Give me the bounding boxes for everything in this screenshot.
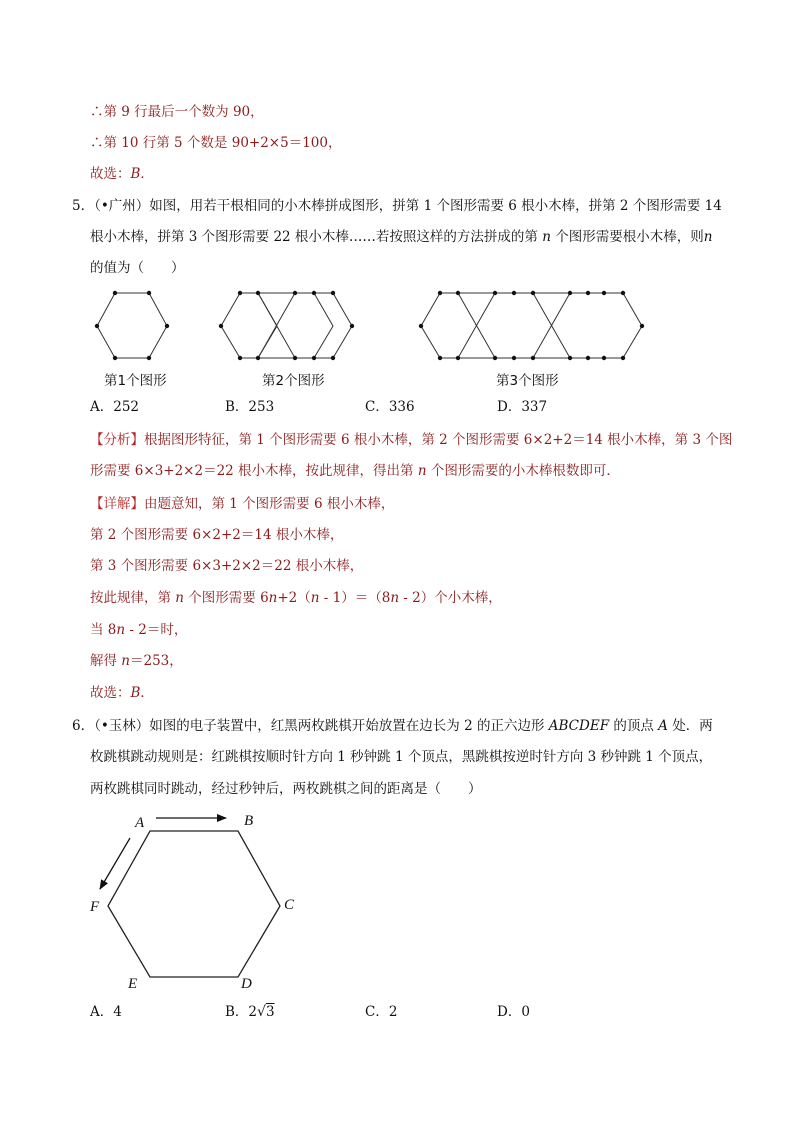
q5-detail-line-4: 按此规律，第 n 个图形需要 6n+2（n - 1）＝（8n - 2）个小木棒， [90, 590, 502, 606]
sqrt-sign: √ [257, 1004, 266, 1020]
prev-line-1: ∴第 9 行最后一个数为 90， [90, 104, 264, 120]
q5-detail-line-5: 当 8n - 2＝时， [90, 622, 188, 638]
vertex-label-c: C [284, 897, 295, 913]
q5-caption-3: 第3个图形 [496, 373, 559, 389]
counterclockwise-arrow [100, 838, 130, 889]
vertex-label-f: F [90, 899, 100, 915]
q5-caption-2: 第2个图形 [262, 373, 325, 389]
q5-detail-line-2: 第 2 个图形需要 6×2+2＝14 根小木棒， [90, 527, 344, 543]
q6-option-b: B．2√3 [225, 1004, 275, 1020]
q6-stem-line-1: 6．（•玉林）如图的电子装置中，红黑两枚跳棋开始放置在边长为 2 的正六边形 ABCDEF 的顶点 A 处．两 [72, 718, 713, 734]
q5-detail-line-3: 第 3 个图形需要 6×3+2×2＝22 根小木棒， [90, 558, 364, 574]
q5-option-b: B．253 [225, 399, 275, 415]
q5-analysis-line-2: 形需要 6×3+2×2＝22 根小木棒，按此规律，得出第 n 个图形需要的小木棒根数即可． [90, 463, 620, 479]
q5-option-d: D．337 [497, 399, 548, 415]
q5-option-c: C．336 [365, 399, 415, 415]
q5-option-a: A．252 [90, 399, 140, 415]
q6-stem-line-3: 两枚跳棋同时跳动，经过秒钟后，两枚跳棋之间的距离是（ ） [90, 781, 482, 797]
vertex-label-e: E [128, 976, 138, 992]
q5-caption-1: 第1个图形 [104, 373, 167, 389]
q5-stem-line-3: 的值为（ ） [90, 260, 185, 276]
q6-stem-line-2: 枚跳棋跳动规则是：红跳棋按顺时针方向 1 秒钟跳 1 个顶点，黑跳棋按逆时针方向 3 秒钟跳 1 个顶点， [90, 749, 713, 765]
q6-option-a: A．4 [90, 1004, 122, 1020]
q5-analysis-line-1: 【分析】根据图形特征，第 1 个图形需要 6 根小木棒，第 2 个图形需要 6×2+2＝14 根小木棒，第 3 个图 [90, 432, 733, 448]
q5-detail-answer: 故选：B． [90, 685, 154, 701]
vertex-label-b: B [244, 813, 254, 829]
q5-detail-line-6: 解得 n＝253， [90, 653, 183, 669]
q5-figure-1 [88, 286, 178, 366]
vertex-label-a: A [135, 815, 145, 831]
q5-detail-line-1: 【详解】由题意知，第 1 个图形需要 6 根小木棒， [90, 496, 395, 512]
vertex-label-d: D [241, 976, 252, 992]
q5-figure-3 [412, 286, 652, 366]
prev-line-2: ∴第 10 行第 5 个数是 90+2×5＝100， [90, 135, 342, 151]
q6-option-c: C．2 [365, 1004, 398, 1020]
q5-figure-2 [212, 286, 372, 366]
q5-stem-line-2: 根小木棒，拼第 3 个图形需要 22 根小木棒……若按照这样的方法拼成的第 n 个图形需要根小木棒，则n [90, 229, 713, 245]
q5-stem-line-1: 5．（•广州）如图，用若干根相同的小木棒拼成图形，拼第 1 个图形需要 6 根小木棒，拼第 2 个图形需要 14 [72, 198, 722, 214]
q6-hexagon-figure [80, 805, 320, 1005]
q6-option-d: D．0 [497, 1004, 530, 1020]
prev-answer: 故选：B． [90, 166, 154, 182]
